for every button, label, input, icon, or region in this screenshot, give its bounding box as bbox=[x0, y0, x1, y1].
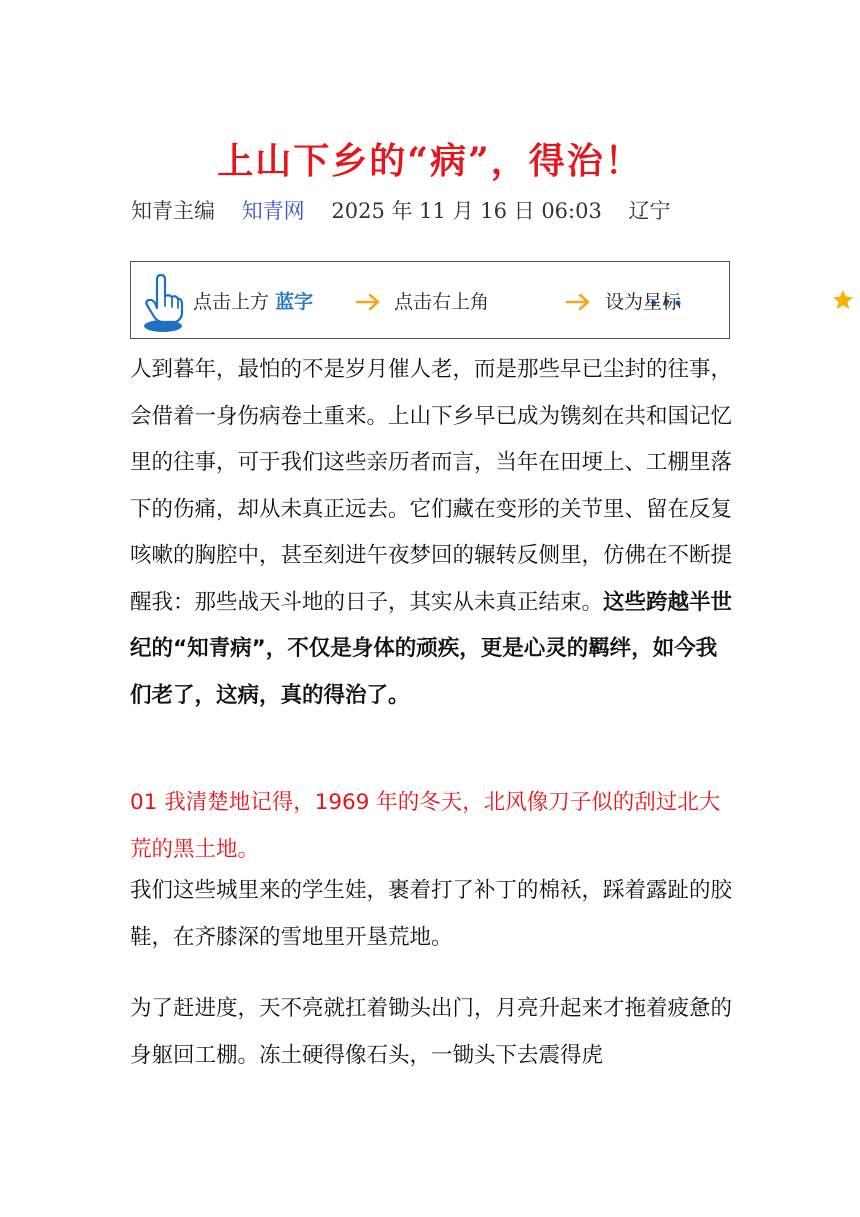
follow-step-2: 点击右上角 bbox=[394, 291, 490, 313]
follow-step-1-highlight: 蓝字 bbox=[275, 291, 314, 313]
follow-step-1-prefix: 点击上方 bbox=[193, 291, 270, 313]
section-heading: 01 我清楚地记得，1969 年的冬天，北风像刀子似的刮过北大荒的黑土地。 bbox=[130, 790, 721, 862]
arrow-right-icon bbox=[565, 293, 591, 311]
intro-text: 人到暮年，最怕的不是岁月催人老，而是那些早已尘封的往事，会借着一身伤病卷土重来。上山下乡早已成为镌刻在共和国记忆里的往事，可于我们这些亲历者而言，当年在田埂上、工棚里落下的伤痛，却从未真正远去。它们藏在变形的关节里、留在反复咳嗽的胸腔中，甚至刻进午夜梦回的辗转反侧里，仿佛在不断提醒我：那些战天斗地的日子，其实从未真正结束。 bbox=[130, 357, 733, 615]
arrow-right-icon bbox=[355, 293, 381, 311]
author-name: 知青主编 bbox=[131, 199, 215, 223]
follow-banner[interactable] bbox=[130, 261, 730, 339]
pointing-hand-icon bbox=[141, 270, 185, 334]
article-title: 上山下乡的“病”，得治！ bbox=[217, 140, 643, 183]
body-paragraph: 为了赶进度，天不亮就扛着锄头出门，月亮升起来才拖着疲惫的身躯回工棚。冻土硬得像石头，一锄头下去震得虎 bbox=[130, 996, 733, 1068]
star-icon bbox=[831, 288, 855, 312]
follow-step-1 bbox=[193, 289, 313, 315]
intro-paragraph bbox=[130, 347, 735, 719]
location-label: 辽宁 bbox=[628, 199, 671, 223]
article-meta bbox=[131, 194, 691, 228]
follow-step-3: 设为星标 bbox=[605, 291, 682, 313]
source-link[interactable]: 知青网 bbox=[241, 199, 305, 223]
body-paragraph: 我们这些城里来的学生娃，裹着打了补丁的棉袄，踩着露趾的胶鞋，在齐膝深的雪地里开垦荒地。 bbox=[130, 878, 733, 950]
intro-bold-text: 这些跨越半世纪的“知青病”，不仅是身体的顽疾，更是心灵的羁绊，如今我们老了，这病，真的得治了。 bbox=[130, 589, 733, 708]
publish-datetime: 2025 年 11 月 16 日 06:03 bbox=[331, 199, 602, 223]
